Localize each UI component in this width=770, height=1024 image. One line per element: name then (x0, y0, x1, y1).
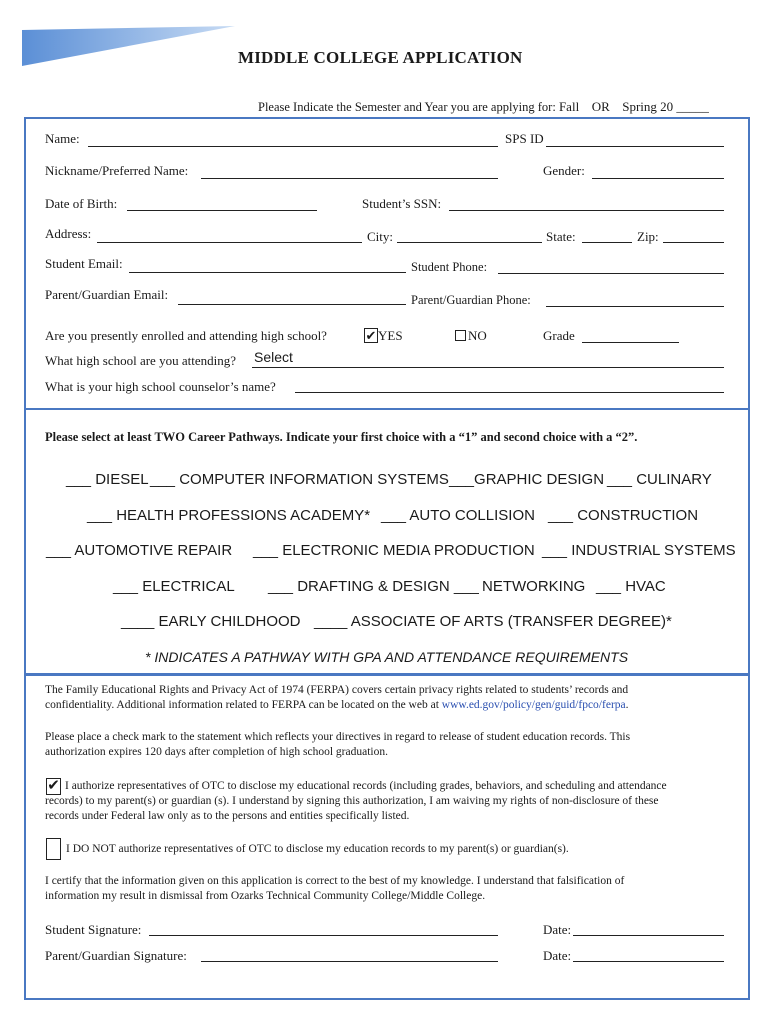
authorize-line-3: records under Federal law only as to the persons and entities specifically listed. (45, 810, 410, 822)
pathway-associate-of-arts[interactable]: ____ ASSOCIATE OF ARTS (TRANSFER DEGREE)* (314, 613, 672, 630)
nickname-label: Nickname/Preferred Name: (45, 163, 189, 178)
certify-line-1: I certify that the information given on this application is correct to the best of my knowledge. I understand that falsification of (45, 875, 625, 887)
semester-or: OR (591, 99, 610, 114)
parent-date-label: Date: (543, 948, 572, 963)
ferpa-line-2: confidentiality. Additional information related to FERPA can be located on the web at www.ed.gov/policy/gen/guid/fpco/ferpa. (45, 699, 629, 711)
student-date-label: Date: (543, 922, 572, 937)
pathway-drafting-design[interactable]: ___ DRAFTING & DESIGN ___ (268, 578, 479, 595)
page-title: MIDDLE COLLEGE APPLICATION (238, 48, 523, 67)
pathways-instruction: Please select at least TWO Career Pathways. Indicate your first choice with a “1” and second choice with a “2”. (45, 430, 638, 444)
zip-label: Zip: (637, 229, 659, 244)
ferpa-line-2-text: confidentiality. Additional information related to FERPA can be located on the web at (45, 699, 439, 711)
parent-signature-field[interactable] (201, 961, 498, 962)
nickname-field[interactable] (201, 178, 498, 179)
parent-email-label: Parent/Guardian Email: (45, 287, 169, 302)
grade-field[interactable] (582, 342, 679, 343)
no-checkbox[interactable] (455, 330, 466, 341)
gender-label: Gender: (543, 163, 585, 178)
parent-date-field[interactable] (573, 961, 724, 962)
semester-fall[interactable]: Fall (558, 99, 580, 114)
header-banner (0, 0, 260, 70)
pathway-automotive-repair[interactable]: ___ AUTOMOTIVE REPAIR (46, 542, 233, 559)
pathway-health-professions[interactable]: ___ HEALTH PROFESSIONS ACADEMY* (87, 507, 371, 524)
grade-label: Grade (543, 328, 575, 343)
pathway-industrial-systems[interactable]: ___ INDUSTRIAL SYSTEMS (542, 542, 736, 559)
pathway-culinary[interactable]: ___ CULINARY (607, 471, 712, 488)
city-label: City: (367, 229, 394, 244)
directive-line-2: authorization expires 120 days after completion of high school graduation. (45, 746, 388, 758)
ssn-field[interactable] (449, 210, 724, 211)
authorize-line-1: I authorize representatives of OTC to disclose my educational records (including grades, behaviors, and scheduling and attendance (65, 780, 667, 792)
dob-label: Date of Birth: (45, 196, 118, 211)
pathways-note: * INDICATES A PATHWAY WITH GPA AND ATTENDANCE REQUIREMENTS (145, 649, 629, 665)
state-label: State: (546, 229, 576, 244)
directive-line-1: Please place a check mark to the statement which reflects your directives in regard to release of student education records. This (45, 731, 631, 743)
dob-field[interactable] (127, 210, 317, 211)
ferpa-paragraph (45, 683, 629, 713)
parent-signature-label: Parent/Guardian Signature: (45, 948, 187, 963)
pathway-diesel[interactable]: ___ DIESEL (66, 471, 149, 488)
sps-id-label: SPS ID (505, 131, 544, 146)
student-signature-label: Student Signature: (45, 922, 142, 937)
high-school-select[interactable]: Select (254, 349, 293, 365)
pathway-auto-collision[interactable]: ___ AUTO COLLISION (381, 507, 535, 524)
name-label: Name: (45, 131, 80, 146)
counselor-field[interactable] (295, 392, 724, 393)
address-field[interactable] (97, 242, 362, 243)
parent-phone-field[interactable] (546, 306, 724, 307)
authorize-line-2: records) to my parent(s) or guardian (s). I understand by signing this authorization, I am waiving my rights of non-disclosure of these (45, 795, 659, 807)
no-label: NO (468, 328, 487, 343)
student-signature-field[interactable] (149, 935, 498, 936)
address-label: Address: (45, 226, 92, 241)
not-authorize-checkbox[interactable] (46, 838, 61, 860)
pathway-electrical[interactable]: ___ ELECTRICAL (113, 578, 235, 595)
name-field[interactable] (88, 146, 498, 147)
pathway-networking[interactable]: NETWORKING (482, 578, 586, 595)
check-icon: ✔ (47, 778, 60, 794)
student-email-field[interactable] (129, 272, 406, 273)
pathway-hvac[interactable]: ___ HVAC (596, 578, 666, 595)
ferpa-link[interactable]: www.ed.gov/policy/gen/guid/fpco/ferpa (441, 699, 626, 711)
student-date-field[interactable] (573, 935, 724, 936)
authorize-paragraph (45, 779, 667, 824)
not-authorize-text: I DO NOT authorize representatives of OTC to disclose my education records to my parent(s) or guardian(s). (66, 843, 569, 855)
semester-line (258, 99, 709, 115)
gender-field[interactable] (592, 178, 724, 179)
certify-paragraph (45, 874, 624, 904)
state-field[interactable] (582, 242, 632, 243)
counselor-question: What is your high school counselor’s name? (45, 379, 276, 394)
city-field[interactable] (397, 242, 542, 243)
directive-paragraph (45, 730, 630, 760)
yes-label: YES (378, 328, 403, 343)
check-icon: ✔ (365, 328, 377, 343)
semester-label: Please Indicate the Semester and Year you are applying for: (258, 100, 556, 114)
pathway-early-childhood[interactable]: ____ EARLY CHILDHOOD (121, 613, 301, 630)
certify-line-2: information my result in dismissal from Ozarks Technical Community College/Middle College. (45, 890, 486, 902)
high-school-question: What high school are you attending? (45, 353, 236, 368)
student-phone-field[interactable] (498, 273, 724, 274)
student-email-label: Student Email: (45, 256, 123, 271)
enrolled-question: Are you presently enrolled and attending high school? (45, 328, 327, 343)
parent-email-field[interactable] (178, 304, 406, 305)
high-school-select-line (252, 367, 724, 368)
semester-spring[interactable]: Spring 20 _____ (622, 99, 709, 114)
pathway-cis[interactable]: ___ COMPUTER INFORMATION SYSTEMS (150, 471, 449, 488)
student-phone-label: Student Phone: (411, 260, 488, 274)
zip-field[interactable] (663, 242, 724, 243)
pathway-construction[interactable]: ___ CONSTRUCTION (548, 507, 699, 524)
ssn-label: Student’s SSN: (362, 196, 442, 211)
pathway-electronic-media[interactable]: ___ ELECTRONIC MEDIA PRODUCTION (253, 542, 535, 559)
ferpa-line-1: The Family Educational Rights and Privacy Act of 1974 (FERPA) covers certain privacy rights related to students’ records and (45, 684, 629, 696)
parent-phone-label: Parent/Guardian Phone: (411, 293, 531, 307)
pathway-graphic-design[interactable]: ___GRAPHIC DESIGN (449, 471, 605, 488)
yes-checkbox[interactable] (364, 328, 378, 343)
sps-id-field[interactable] (546, 146, 724, 147)
